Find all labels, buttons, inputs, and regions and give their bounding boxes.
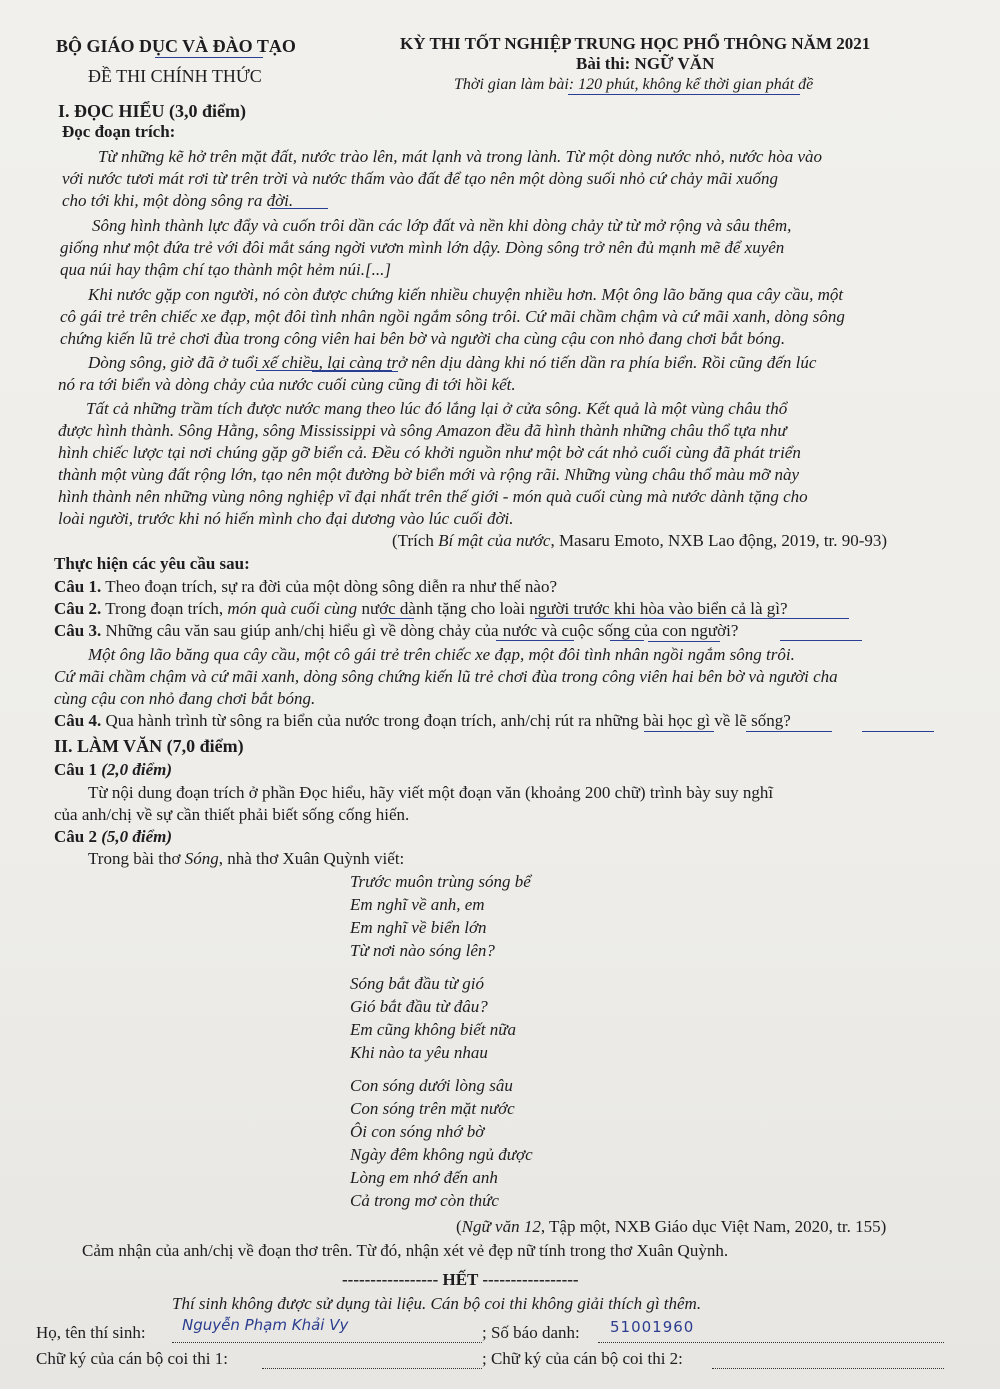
quote-line: cùng cậu con nhỏ đang chơi bắt bóng. [54,689,316,708]
sig2-label: ; Chữ ký của cán bộ coi thi 2: [482,1349,683,1368]
essay-2-heading [54,826,172,848]
question-1 [54,576,557,598]
pen-underline [270,208,328,209]
poem-line: Khi nào ta yêu nhau [350,1043,488,1062]
poem-line: Từ nơi nào sóng lên? [350,941,495,960]
exam-title: KỲ THI TỐT NGHIỆP TRUNG HỌC PHỔ THÔNG NĂM 2021 [400,34,871,53]
essay-2-intro [88,848,404,870]
question-points: (5,0 điểm) [101,827,173,846]
read-label: Đọc đoạn trích: [62,122,176,141]
tasks-heading: Thực hiện các yêu cầu sau: [54,554,250,573]
question-3 [54,620,738,642]
question-label: Câu 1. [54,577,102,596]
exam-time: Thời gian làm bài: 120 phút, không kể thời gian phát đề [454,76,814,93]
passage-line: cho tới khi, một dòng sông ra đời. [62,191,294,210]
question-label: Câu 3. [54,621,102,640]
exam-note: Thí sinh không được sử dụng tài liệu. Cán bộ coi thi không giải thích gì thêm. [172,1294,702,1313]
pen-underline [312,371,398,372]
quote-line: Cứ mãi chầm chậm và cứ mãi xanh, dòng sông chứng kiến lũ trẻ chơi đùa trong công viên hai bên bờ và người cha [54,667,838,686]
passage-line: chứng kiến lũ trẻ chơi đùa trong công viên hai bên bờ và người cha cùng cậu con nhỏ đang chơi bắt bóng. [60,329,786,348]
name-value: Nguyễn Phạm Khải Vy [182,1316,349,1334]
passage-line: với nước tươi mát rơi từ trên trời và nước thấm vào đất để tạo nên một dòng suối nhỏ cứ chảy mãi xuống [62,169,779,188]
ministry-name: BỘ GIÁO DỤC VÀ ĐÀO TẠO [56,36,296,56]
poem-line: Trước muôn trùng sóng bể [350,872,531,891]
pen-underline [610,640,644,641]
passage-line: hình chiếc lược tại nơi chúng gặp gỡ biển cả. Đều có khởi nguồn như một bờ cát nhỏ cuối cùng đã phát triển [58,443,801,462]
question-text: Những câu văn sau giúp anh/chị hiểu gì về dòng chảy của nước và cuộc sống của con người? [105,621,739,640]
pen-underline [155,57,263,58]
passage-line: Dòng sông, giờ đã ở tuổi xế chiều, lại càng trở nên dịu dàng khi nó tiến dần ra phía biển. Rồi cũng đến lúc [88,353,817,372]
poem-line: Ôi con sóng nhớ bờ [350,1122,485,1141]
sbd-value: 51001960 [610,1318,695,1336]
pen-underline [746,731,832,732]
poem-line: Gió bắt đầu từ đâu? [350,997,488,1016]
passage-source [392,530,887,552]
sig1-label: Chữ ký của cán bộ coi thi 1: [36,1349,228,1368]
question-text: Trong đoạn trích, [105,599,224,618]
poem-line: Sóng bắt đầu từ gió [350,974,484,993]
passage-line: Tất cả những trầm tích được nước mang theo lúc đó lắng lại ở cửa sông. Kết quả là một vùng châu thổ [86,399,788,418]
poem-line: Em nghĩ về biển lớn [350,918,487,937]
passage-line: thành một vùng đất rộng lớn, tạo nên một đường bờ biển mới và rộng rãi. Những vùng châu thổ màu mỡ này [58,465,800,484]
poem-line: Ngày đêm không ngủ được [350,1145,533,1164]
question-emphasis: món quà cuối cùng [227,599,358,618]
passage-line: giống như một đứa trẻ với đôi mắt sáng ngời vươn mình lớn dậy. Dòng sông trở nên đủ mạnh mẽ để xuyên [60,238,785,257]
question-label: Câu 1 [54,760,97,779]
end-marker: ----------------- HẾT ----------------- [342,1270,579,1289]
question-text: Qua hành trình từ sông ra biển của nước trong đoạn trích, anh/chị rút ra những bài học gì về lẽ sống? [105,711,791,730]
question-label: Câu 2 [54,827,97,846]
essay-2-task: Cảm nhận của anh/chị về đoạn thơ trên. Từ đó, nhận xét vẻ đẹp nữ tính trong thơ Xuân Quỳnh. [82,1241,729,1260]
poem-title: Sóng [184,849,219,868]
source-book: Bí mật của nước [438,531,551,550]
poem-line: Cả trong mơ còn thức [350,1191,499,1210]
essay-1-heading [54,759,172,781]
sig2-field[interactable] [712,1350,944,1369]
sbd-label: ; Số báo danh: [482,1323,580,1342]
question-text: nước dành tặng cho loài người trước khi hòa vào biển cả là gì? [361,599,788,618]
question-2 [54,598,788,620]
passage-line: nó ra tới biển và dòng chảy của nước cuối cùng cũng đi tới hồi kết. [58,375,516,394]
question-label: Câu 2. [54,599,102,618]
passage-line: loài người, trước khi nó hiến mình cho đại dương vào lúc cuối đời. [58,509,514,528]
poem-line: Con sóng dưới lòng sâu [350,1076,513,1095]
intro-text: Trong bài thơ [88,849,185,868]
source-prefix: ( [456,1217,462,1236]
essay-1-line: Từ nội dung đoạn trích ở phần Đọc hiểu, hãy viết một đoạn văn (khoảng 200 chữ) trình bày suy nghĩ [88,783,774,802]
source-book: Ngữ văn 12 [461,1217,541,1236]
quote-line: Một ông lão băng qua cây cầu, một cô gái trẻ trên chiếc xe đạp, một đôi tình nhân ngồi ngắm sông trôi. [88,645,795,664]
part2-heading: II. LÀM VĂN (7,0 điểm) [54,736,244,756]
pen-underline [568,94,800,95]
pen-underline [648,641,720,642]
source-suffix: , Tập một, NXB Giáo dục Việt Nam, 2020, tr. 155) [540,1217,887,1236]
official-label: ĐỀ THI CHÍNH THỨC [88,66,262,86]
pen-underline [644,731,714,732]
part1-heading: I. ĐỌC HIỂU (3,0 điểm) [58,101,246,121]
pen-underline [496,640,574,641]
question-points: (2,0 điểm) [101,760,173,779]
passage-line: hình thành nên những vùng nông nghiệp vĩ đại nhất trên thế giới - món quà cuối cùng mà nước dành tặng cho [58,487,808,506]
pen-underline [380,618,414,619]
poem-line: Con sóng trên mặt nước [350,1099,515,1118]
name-label: Họ, tên thí sinh: [36,1323,146,1342]
pen-underline [535,618,849,619]
source-prefix: (Trích [392,531,439,550]
passage-line: cô gái trẻ trên chiếc xe đạp, một đôi tình nhân ngồi ngắm sông trôi. Cứ mãi chầm chậm và cứ mãi xanh, dòng sông [60,307,845,326]
question-4 [54,710,791,732]
poem-source [456,1216,886,1238]
source-suffix: , Masaru Emoto, NXB Lao động, 2019, tr. 90-93) [550,531,888,550]
intro-text: , nhà thơ Xuân Quỳnh viết: [218,849,405,868]
question-text: Theo đoạn trích, sự ra đời của một dòng sông diễn ra như thế nào? [105,577,558,596]
poem-line: Em nghĩ về anh, em [350,895,485,914]
passage-line: qua núi hay thậm chí tạo thành một hẻm núi.[...] [60,260,392,279]
essay-1-line: của anh/chị về sự cần thiết phải biết sống cống hiến. [54,805,410,824]
sig1-field[interactable] [262,1350,482,1369]
passage-line: Sông hình thành lực đẩy và cuốn trôi dần các lớp đất và nền khi dòng chảy từ từ mở rộng và sâu thêm, [92,216,792,235]
passage-line: Khi nước gặp con người, nó còn được chứng kiến nhiều chuyện nhiều hơn. Một ông lão băng qua cây cầu, một [88,285,844,304]
question-label: Câu 4. [54,711,102,730]
poem-line: Lòng em nhớ đến anh [350,1168,498,1187]
passage-line: được hình thành. Sông Hằng, sông Mississippi và sông Amazon đều đã hình thành những châu thổ tựa như [58,421,787,440]
passage-line: Từ những kẽ hở trên mặt đất, nước trào lên, mát lạnh và trong lành. Từ một dòng nước nhỏ, nước hòa vào [98,147,823,166]
poem-line: Em cũng không biết nữa [350,1020,517,1039]
pen-underline [780,640,862,641]
exam-subject: Bài thi: NGỮ VĂN [576,54,715,73]
pen-underline [862,731,934,732]
